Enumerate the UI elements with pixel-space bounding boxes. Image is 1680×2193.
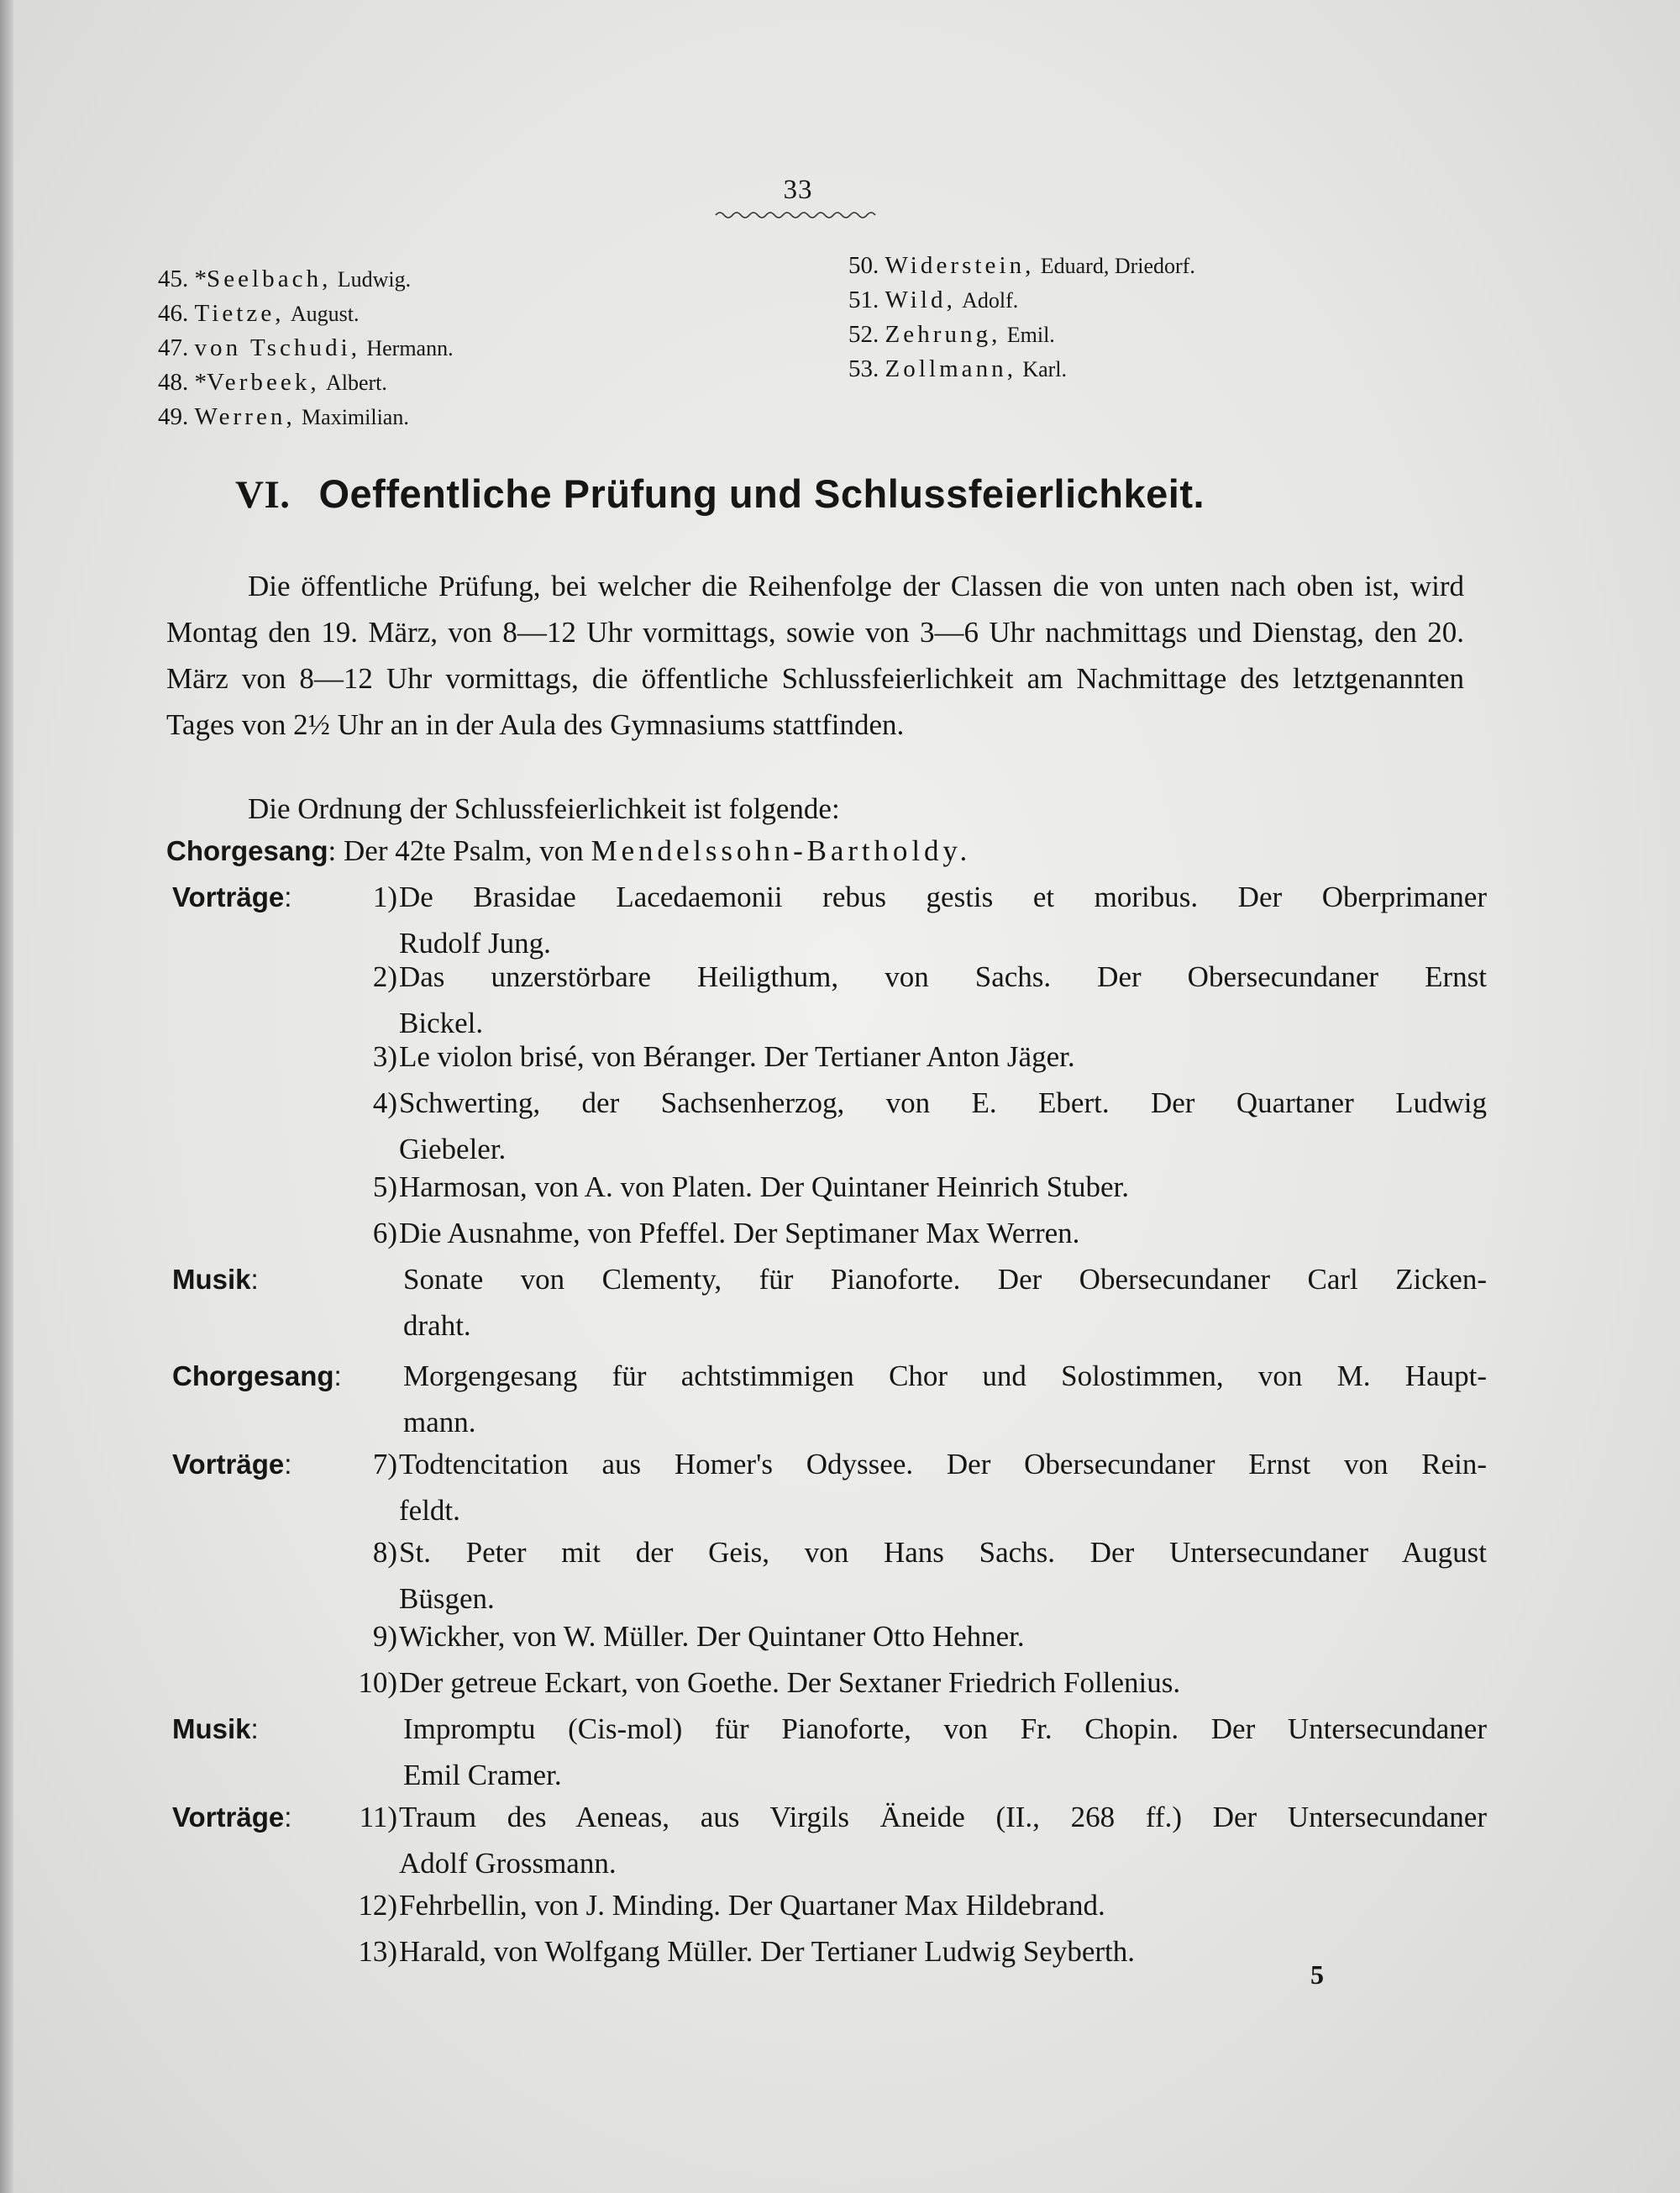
program-number: 8): [372, 1536, 397, 1569]
program-text: Impromptu (Cis-mol) für Pianoforte, von Fr. Chopin. Der Untersecundaner: [403, 1712, 1487, 1745]
program-item: [0, 1164, 1680, 1210]
program-number: 4): [372, 1086, 397, 1119]
program-text-continuation: Adolf Grossmann.: [399, 1847, 617, 1880]
program-number: 9): [372, 1620, 397, 1653]
program-item: [0, 1613, 1680, 1659]
program-item: [0, 1529, 1680, 1622]
program-item: [0, 1706, 1680, 1798]
list-item: 52. Zehrung, Emil.: [848, 321, 1055, 348]
program-text-continuation: draht.: [403, 1309, 471, 1342]
program-number: 6): [372, 1217, 397, 1249]
program-label: Vorträge:: [172, 1801, 292, 1833]
program-text-continuation: feldt.: [399, 1494, 460, 1527]
program-label: Musik:: [172, 1264, 259, 1295]
program-text: Harmosan, von A. von Platen. Der Quintaner Heinrich Stuber.: [399, 1170, 1129, 1203]
list-item: 48. *Verbeek, Albert.: [158, 369, 387, 396]
program-item: [0, 1794, 1680, 1886]
program-item: [0, 874, 1680, 966]
program-text: Todtencitation aus Homer's Odyssee. Der Obersecundaner Ernst von Rein-: [399, 1448, 1487, 1480]
section-number: VI.: [235, 473, 291, 517]
program-item: [0, 1080, 1680, 1172]
program-number: 1): [372, 881, 397, 913]
program-opening: Chorgesang: Der 42te Psalm, von Mendelssohn-Bartholdy.: [166, 834, 972, 867]
program-text: Traum des Aeneas, aus Virgils Äneide (II., 268 ff.) Der Untersecundaner: [399, 1801, 1487, 1833]
list-item: 50. Widerstein, Eduard, Driedorf.: [848, 252, 1195, 279]
program-number: 13): [358, 1935, 397, 1968]
list-item: 53. Zollmann, Karl.: [848, 355, 1068, 382]
program-number: 11): [359, 1801, 397, 1833]
program-text: Harald, von Wolfgang Müller. Der Tertianer Ludwig Seyberth.: [399, 1935, 1135, 1968]
program-label: Vorträge:: [172, 1449, 292, 1480]
program-text: Der getreue Eckart, von Goethe. Der Sextaner Friedrich Follenius.: [399, 1666, 1181, 1699]
signature-mark: 5: [1310, 1959, 1324, 1990]
program-text: Morgengesang für achtstimmigen Chor und Solostimmen, von M. Haupt-: [403, 1359, 1487, 1392]
program-text-continuation: Giebeler.: [399, 1133, 507, 1165]
program-item: [0, 1353, 1680, 1445]
program-text: Schwerting, der Sachsenherzog, von E. Ebert. Der Quartaner Ludwig: [399, 1086, 1487, 1119]
program-number: 10): [358, 1666, 397, 1699]
program-item: [0, 1033, 1680, 1080]
program-number: 5): [372, 1170, 397, 1203]
list-item: 49. Werren, Maximilian.: [158, 403, 409, 430]
program-item: [0, 1659, 1680, 1706]
section-title: Oeffentliche Prüfung und Schlussfeierlichkeit.: [318, 471, 1205, 516]
program-text: Sonate von Clementy, für Pianoforte. Der Obersecundaner Carl Zicken-: [403, 1263, 1487, 1296]
program-label: Chorgesang:: [172, 1360, 342, 1391]
list-item: 45. *Seelbach, Ludwig.: [158, 266, 412, 292]
program-text: St. Peter mit der Geis, von Hans Sachs. Der Untersecundaner August: [399, 1536, 1487, 1569]
program-text: Das unzerstörbare Heiligthum, von Sachs. Der Obersecundaner Ernst: [399, 960, 1487, 993]
program-text-continuation: Rudolf Jung.: [399, 927, 551, 960]
program-text: Wickher, von W. Müller. Der Quintaner Otto Hehner.: [399, 1620, 1025, 1653]
program-text: Le violon brisé, von Béranger. Der Tertianer Anton Jäger.: [399, 1040, 1075, 1073]
program-number: 2): [372, 960, 397, 993]
list-item: 46. Tietze, August.: [158, 300, 360, 327]
program-text-continuation: Büsgen.: [399, 1582, 495, 1615]
section-heading: [235, 471, 1478, 518]
program-label: Musik:: [172, 1713, 259, 1744]
program-label: Vorträge:: [172, 881, 292, 912]
student-list-right: [848, 249, 1195, 387]
program-text: Die Ausnahme, von Pfeffel. Der Septimaner Max Werren.: [399, 1217, 1080, 1249]
program-text-continuation: mann.: [403, 1406, 476, 1438]
program-text-continuation: Emil Cramer.: [403, 1759, 562, 1791]
page-number-ornament: [714, 207, 882, 224]
program-item: [0, 1210, 1680, 1256]
program-text: De Brasidae Lacedaemonii rebus gestis et moribus. Der Oberprimaner: [399, 881, 1487, 913]
program-item: [0, 954, 1680, 1046]
list-item: 47. von Tschudi, Hermann.: [158, 334, 454, 361]
program-item: [0, 1256, 1680, 1349]
student-list-left: [158, 262, 454, 434]
program-text-continuation: Bickel.: [399, 1007, 484, 1039]
program-text: Fehrbellin, von J. Minding. Der Quartaner Max Hildebrand.: [399, 1889, 1105, 1922]
page-number: 33: [783, 175, 813, 205]
list-item: 51. Wild, Adolf.: [848, 287, 1019, 313]
program-item: [0, 1441, 1680, 1533]
paragraph-examination: Die öffentliche Prüfung, bei welcher die Reihenfolge der Classen die von unten nach oben ist, wird Montag den 19. März, von 8—12 Uhr vormittags, sowie von 3—6 Uhr nachmittags und Dienstag, den 20. März von 8—12 Uhr vormittags, die öffentliche Schlussfeierlichkeit am Nachmittage des letztgenannten Tages von 2½ Uhr an in der Aula des Gymnasiums stattfinden.: [166, 570, 1464, 741]
program-number: 7): [372, 1448, 397, 1480]
program-number: 3): [372, 1040, 397, 1073]
program-item: [0, 1928, 1680, 1975]
program-item: [0, 1882, 1680, 1928]
paragraph-order: Die Ordnung der Schlussfeierlichkeit ist folgende:: [248, 792, 840, 825]
program-number: 12): [358, 1889, 397, 1922]
